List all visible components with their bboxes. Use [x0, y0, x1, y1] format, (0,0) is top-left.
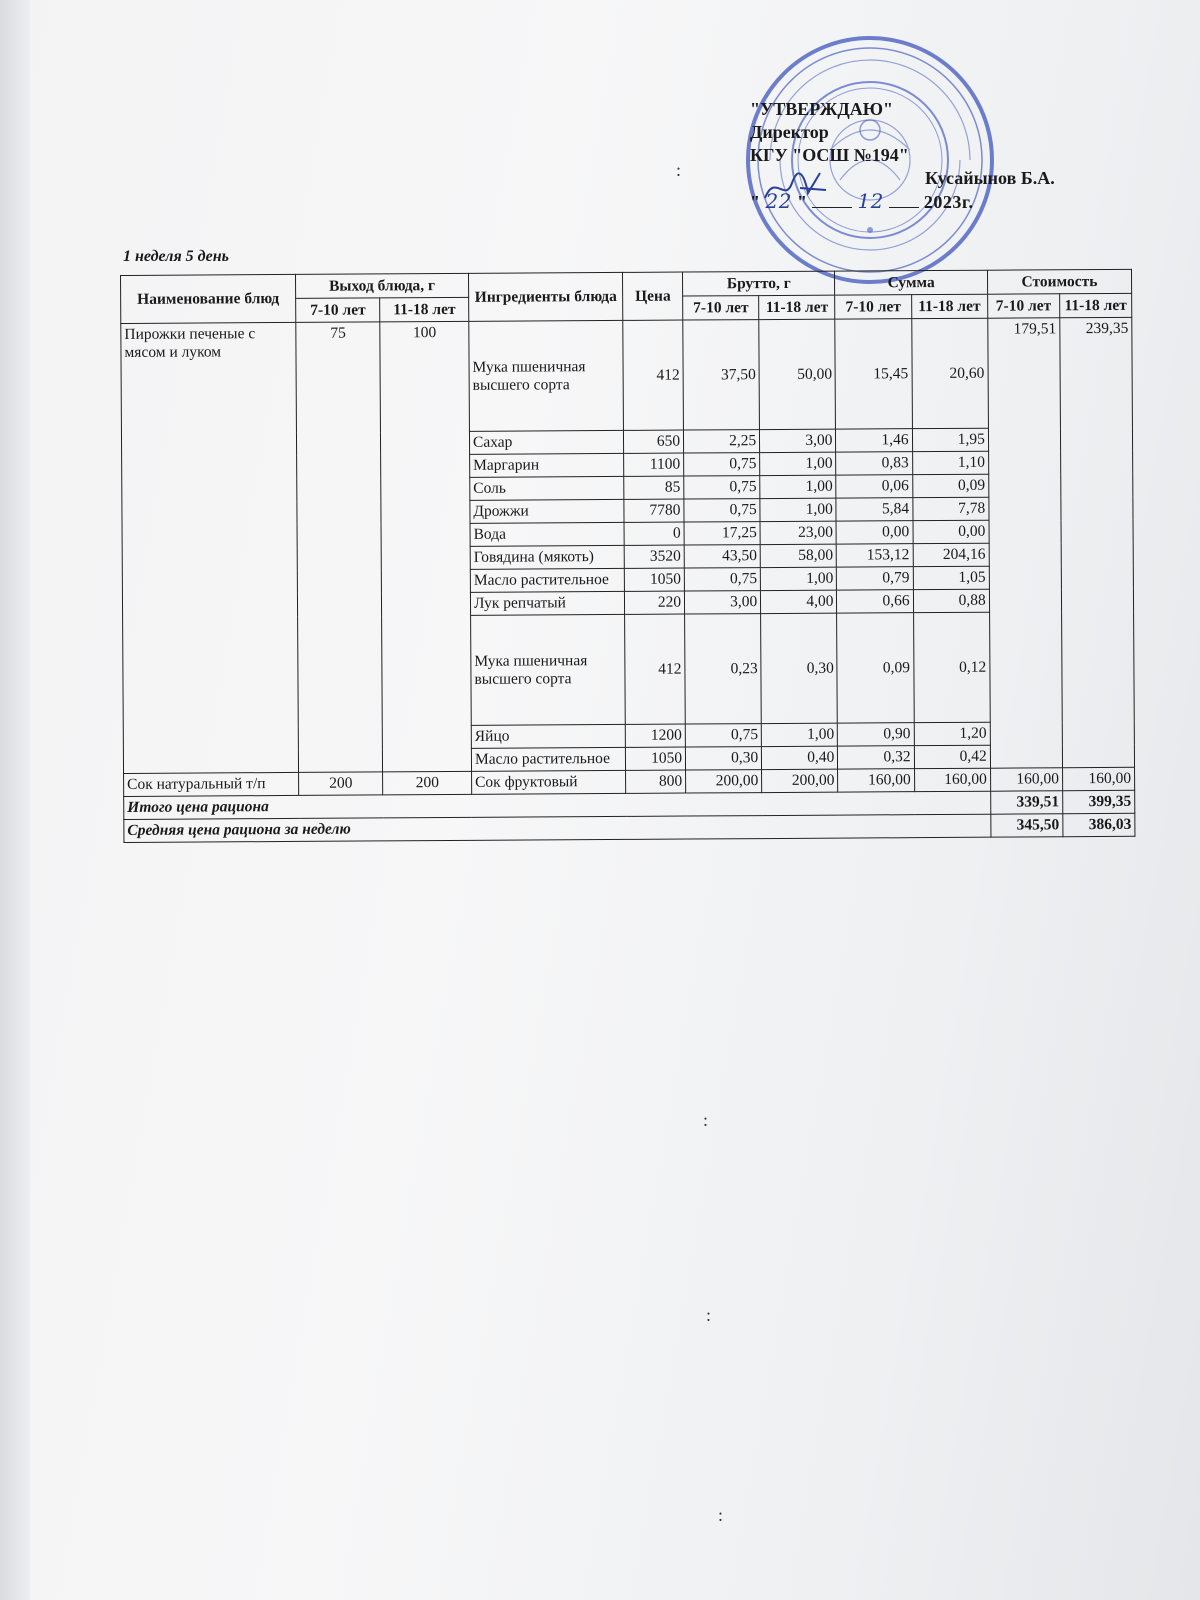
brutto-a: 0,75 [684, 453, 760, 476]
sum-a: 0,79 [837, 567, 913, 590]
date-quote-close: " [796, 192, 808, 212]
sum-a: 5,84 [836, 498, 912, 521]
header-ingredients: Ингредиенты блюда [468, 272, 623, 321]
sum-b: 0,88 [913, 589, 989, 612]
brutto-b: 1,00 [760, 452, 836, 475]
director-name: Кусайынов Б.А. [925, 168, 1055, 188]
dish-output-b: 200 [383, 771, 472, 795]
average-a: 345,50 [991, 814, 1063, 837]
ingredient-price: 7780 [624, 499, 684, 522]
dish-name-pirozhki: Пирожки печеные с мясом и луком [121, 322, 299, 773]
total-label: Итого цена рациона [124, 791, 991, 819]
header-age-b: 11-18 лет [911, 294, 987, 318]
header-age-b: 11-18 лет [1059, 293, 1131, 317]
dish-output-b: 100 [380, 321, 471, 772]
brutto-b: 3,00 [760, 429, 836, 452]
brutto-a: 37,50 [683, 320, 760, 430]
total-b: 399,35 [1062, 790, 1134, 813]
average-label: Средняя цена рациона за неделю [124, 814, 991, 842]
dish-cost-a: 179,51 [988, 318, 1063, 768]
ingredient-price: 412 [623, 320, 683, 430]
speck-mark: : [676, 160, 682, 180]
sum-a: 0,32 [838, 746, 914, 769]
sum-a: 0,90 [838, 723, 914, 746]
brutto-a: 0,30 [685, 747, 761, 770]
total-a: 339,51 [990, 791, 1062, 814]
week-day-label: 1 неделя 5 день [123, 248, 229, 265]
ingredient-price: 650 [624, 430, 684, 453]
approve-title: "УТВЕРЖДАЮ" [750, 99, 894, 119]
sum-b: 1,05 [913, 566, 989, 589]
header-output: Выход блюда, г [296, 273, 469, 298]
header-age-a: 7-10 лет [987, 294, 1059, 318]
sum-b: 7,78 [912, 497, 988, 520]
header-age-a: 7-10 лет [296, 298, 381, 323]
header-age-b: 11-18 лет [380, 297, 469, 322]
sum-b: 0,42 [914, 745, 990, 768]
ingredient-name: Маргарин [470, 453, 625, 477]
dish-cost-a: 160,00 [990, 768, 1062, 791]
brutto-b: 4,00 [761, 590, 837, 613]
sum-b: 0,09 [912, 474, 988, 497]
sum-a: 160,00 [838, 769, 914, 792]
director-signature [760, 168, 830, 208]
dish-output-a: 75 [296, 322, 383, 773]
brutto-a: 43,50 [684, 545, 760, 568]
ingredient-name: Лук репчатый [470, 591, 625, 615]
date-day: 22 [765, 189, 792, 213]
sum-b: 160,00 [914, 768, 990, 791]
brutto-b: 1,00 [761, 567, 837, 590]
header-age-a: 7-10 лет [835, 295, 911, 319]
header-price: Цена [623, 272, 683, 320]
sum-b: 0,12 [913, 612, 990, 722]
brutto-b: 23,00 [760, 521, 836, 544]
brutto-a: 0,75 [684, 499, 760, 522]
brutto-b: 1,00 [762, 723, 838, 746]
ingredient-name: Масло растительное [470, 568, 625, 592]
ingredient-price: 3520 [625, 545, 685, 568]
ingredient-name: Говядина (мякоть) [470, 545, 625, 569]
dish-cost-b: 239,35 [1060, 317, 1135, 767]
page-shadow-edge [0, 0, 30, 1600]
dish-name-juice: Сок натуральный т/п [124, 772, 299, 796]
ingredient-price: 85 [624, 476, 684, 499]
header-sum: Сумма [835, 270, 987, 295]
date-year: 2023г. [923, 192, 974, 212]
sum-a: 0,66 [837, 590, 913, 613]
brutto-a: 0,75 [685, 724, 761, 747]
brutto-a: 3,00 [685, 591, 761, 614]
brutto-a: 0,75 [684, 476, 760, 499]
menu-table [120, 269, 1135, 843]
sum-b: 1,95 [912, 428, 988, 451]
header-age-a: 7-10 лет [683, 296, 759, 320]
ingredient-name: Мука пшеничная высшего сорта [469, 320, 624, 431]
sum-a: 1,46 [836, 429, 912, 452]
sum-b: 0,00 [913, 520, 989, 543]
average-b: 386,03 [1063, 813, 1135, 836]
ingredient-price: 0 [624, 522, 684, 545]
ingredient-name: Дрожжи [470, 499, 625, 523]
approve-position: Директор [750, 122, 829, 142]
date-month: 12 [857, 189, 884, 213]
sum-a: 153,12 [837, 544, 913, 567]
brutto-a: 2,25 [684, 430, 760, 453]
ingredient-name: Мука пшеничная высшего сорта [471, 614, 626, 725]
brutto-a: 0,23 [685, 614, 762, 724]
ingredient-price: 1200 [626, 724, 686, 747]
sum-a: 0,83 [836, 452, 912, 475]
ingredient-name: Яйцо [471, 724, 626, 748]
sum-b: 1,10 [912, 451, 988, 474]
ingredient-price: 1100 [624, 453, 684, 476]
dish-output-a: 200 [299, 772, 384, 796]
sum-b: 20,60 [911, 318, 988, 428]
brutto-b: 200,00 [762, 769, 838, 792]
table-row [121, 317, 1133, 433]
sum-b: 1,20 [914, 722, 990, 745]
brutto-b: 0,30 [761, 613, 838, 723]
sum-a: 0,06 [836, 475, 912, 498]
ingredient-price: 1050 [625, 568, 685, 591]
approve-org: КГУ "ОСШ №194" [750, 145, 909, 165]
ingredient-price: 800 [626, 770, 686, 793]
header-dish-name: Наименование блюд [121, 274, 296, 323]
brutto-b: 1,00 [760, 475, 836, 498]
ingredient-name: Сахар [469, 430, 624, 454]
header-cost: Стоимость [987, 269, 1131, 294]
sum-a: 15,45 [835, 319, 912, 429]
ingredient-name: Вода [470, 522, 625, 546]
brutto-b: 58,00 [760, 544, 836, 567]
sum-b: 204,16 [913, 543, 989, 566]
brutto-b: 50,00 [759, 319, 836, 429]
speck-mark: : [718, 1505, 724, 1525]
ingredient-price: 220 [625, 591, 685, 614]
sum-a: 0,09 [837, 613, 914, 723]
brutto-b: 1,00 [760, 498, 836, 521]
ingredient-name: Масло растительное [471, 747, 626, 771]
brutto-a: 200,00 [686, 770, 762, 793]
ingredient-price: 1050 [626, 747, 686, 770]
ingredient-name: Сок фруктовый [471, 770, 626, 794]
brutto-b: 0,40 [762, 746, 838, 769]
ingredient-price: 412 [625, 614, 685, 724]
brutto-a: 17,25 [684, 522, 760, 545]
sum-a: 0,00 [836, 521, 912, 544]
header-age-b: 11-18 лет [759, 295, 835, 319]
speck-mark: : [703, 1110, 709, 1130]
ingredient-name: Соль [470, 476, 625, 500]
date-quote-open: " [750, 192, 761, 212]
dish-cost-b: 160,00 [1062, 767, 1134, 790]
brutto-a: 0,75 [684, 568, 760, 591]
speck-mark: : [706, 1305, 712, 1325]
header-brutto: Брутто, г [683, 271, 835, 296]
